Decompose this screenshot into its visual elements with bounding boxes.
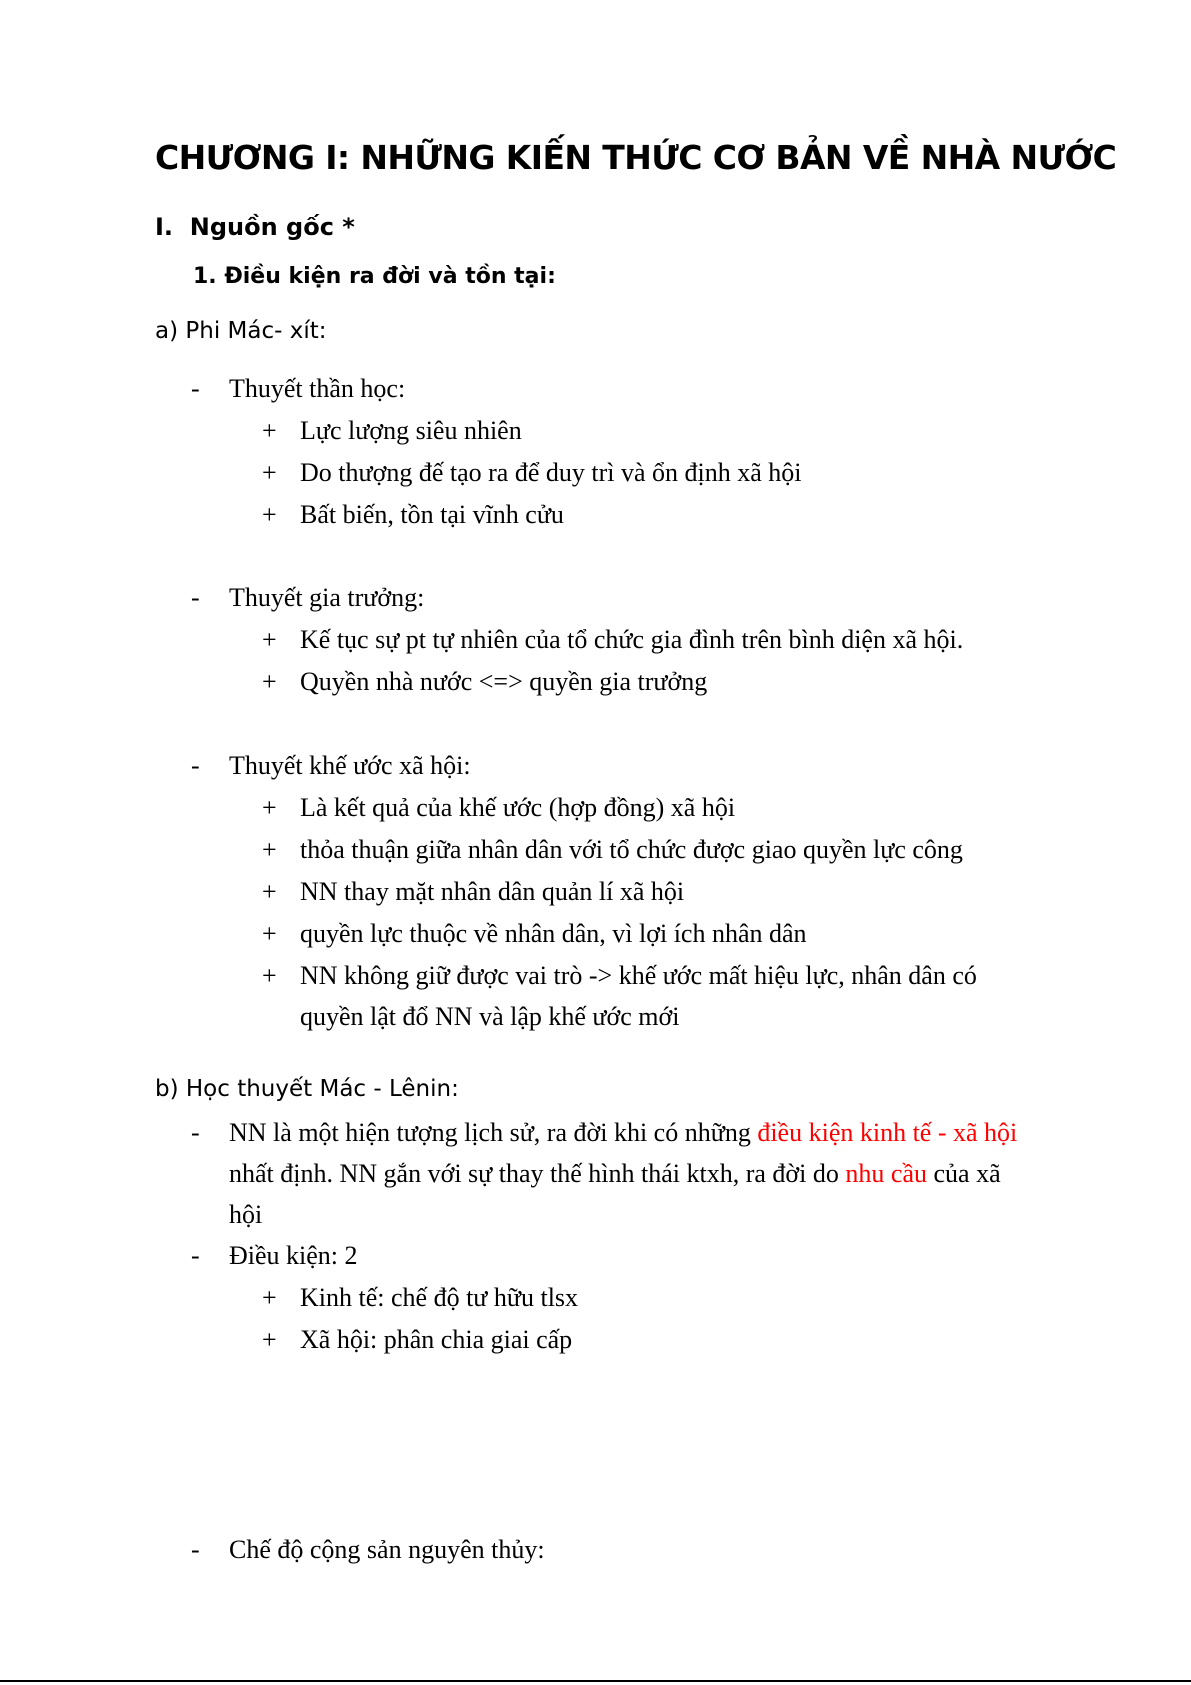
list-subitem-text: Do thượng đế tạo ra để duy trì và ổn định xã hội	[300, 458, 802, 487]
list-subitem-text: thỏa thuận giữa nhân dân với tổ chức được giao quyền lực công	[300, 835, 963, 864]
section-number: I.	[155, 213, 174, 241]
list-subitem-text: NN không giữ được vai trò -> khế ước mất hiệu lực, nhân dân có	[300, 961, 977, 990]
list-subitem-text: Kinh tế: chế độ tư hữu tlsx	[300, 1283, 579, 1312]
section-title: Nguồn gốc *	[189, 213, 355, 241]
list-subitem-text: Kế tục sự pt tự nhiên của tổ chức gia đình trên bình diện xã hội.	[300, 625, 964, 654]
list-subitem-text: Quyền nhà nước <=> quyền gia trưởng	[300, 667, 708, 696]
list-subitem-text: NN thay mặt nhân dân quản lí xã hội	[300, 877, 685, 906]
list-item-text	[229, 1112, 1017, 1154]
plus-marker: +	[262, 1325, 277, 1354]
list-subitem-text: Là kết quả của khế ước (hợp đồng) xã hội	[300, 793, 736, 822]
plus-marker: +	[262, 961, 277, 990]
highlighted-text: nhu cầu	[845, 1159, 927, 1188]
list-item-text: Thuyết gia trưởng:	[229, 583, 425, 612]
subsection-heading: 1. Điều kiện ra đời và tồn tại:	[193, 264, 556, 289]
plus-marker: +	[262, 625, 277, 654]
list-subitem-text: Bất biến, tồn tại vĩnh cửu	[300, 500, 564, 529]
page-bottom-rule	[0, 1680, 1191, 1682]
plus-marker: +	[262, 667, 277, 696]
plus-marker: +	[262, 500, 277, 529]
part-a-heading: a) Phi Mác- xít:	[155, 318, 327, 344]
highlighted-text: điều kiện kinh tế - xã hội	[757, 1118, 1018, 1147]
plus-marker: +	[262, 919, 277, 948]
chapter-title: CHƯƠNG I: NHỮNG KIẾN THỨC CƠ BẢN VỀ NHÀ NƯỚC	[155, 138, 1117, 177]
text-run: NN là một hiện tượng lịch sử, ra đời khi có những	[229, 1118, 758, 1147]
list-subitem-text: quyền lật đổ NN và lập khế ước mới	[300, 1002, 680, 1031]
list-item-text: hội	[229, 1200, 263, 1229]
text-run: của xã	[927, 1159, 1001, 1188]
plus-marker: +	[262, 877, 277, 906]
text-run: nhất định. NN gắn với sự thay thế hình thái ktxh, ra đời do	[229, 1159, 846, 1188]
list-item-text: Thuyết khế ước xã hội:	[229, 751, 471, 780]
dash-marker: -	[191, 1535, 200, 1564]
dash-marker: -	[191, 583, 200, 612]
list-item-text	[229, 1153, 1001, 1195]
dash-marker: -	[191, 1241, 200, 1270]
plus-marker: +	[262, 416, 277, 445]
plus-marker: +	[262, 835, 277, 864]
list-item-text: Thuyết thần học:	[229, 374, 406, 403]
list-subitem-text: quyền lực thuộc về nhân dân, vì lợi ích nhân dân	[300, 919, 807, 948]
list-item-text: Chế độ cộng sản nguyên thủy:	[229, 1535, 545, 1564]
plus-marker: +	[262, 793, 277, 822]
part-b-heading: b) Học thuyết Mác - Lênin:	[155, 1076, 459, 1102]
list-item-text: Điều kiện: 2	[229, 1241, 358, 1270]
list-subitem-text: Xã hội: phân chia giai cấp	[300, 1325, 573, 1354]
plus-marker: +	[262, 1283, 277, 1312]
list-subitem-text: Lực lượng siêu nhiên	[300, 416, 522, 445]
section-heading	[155, 213, 355, 241]
dash-marker: -	[191, 751, 200, 780]
dash-marker: -	[191, 374, 200, 403]
dash-marker: -	[191, 1118, 200, 1147]
plus-marker: +	[262, 458, 277, 487]
